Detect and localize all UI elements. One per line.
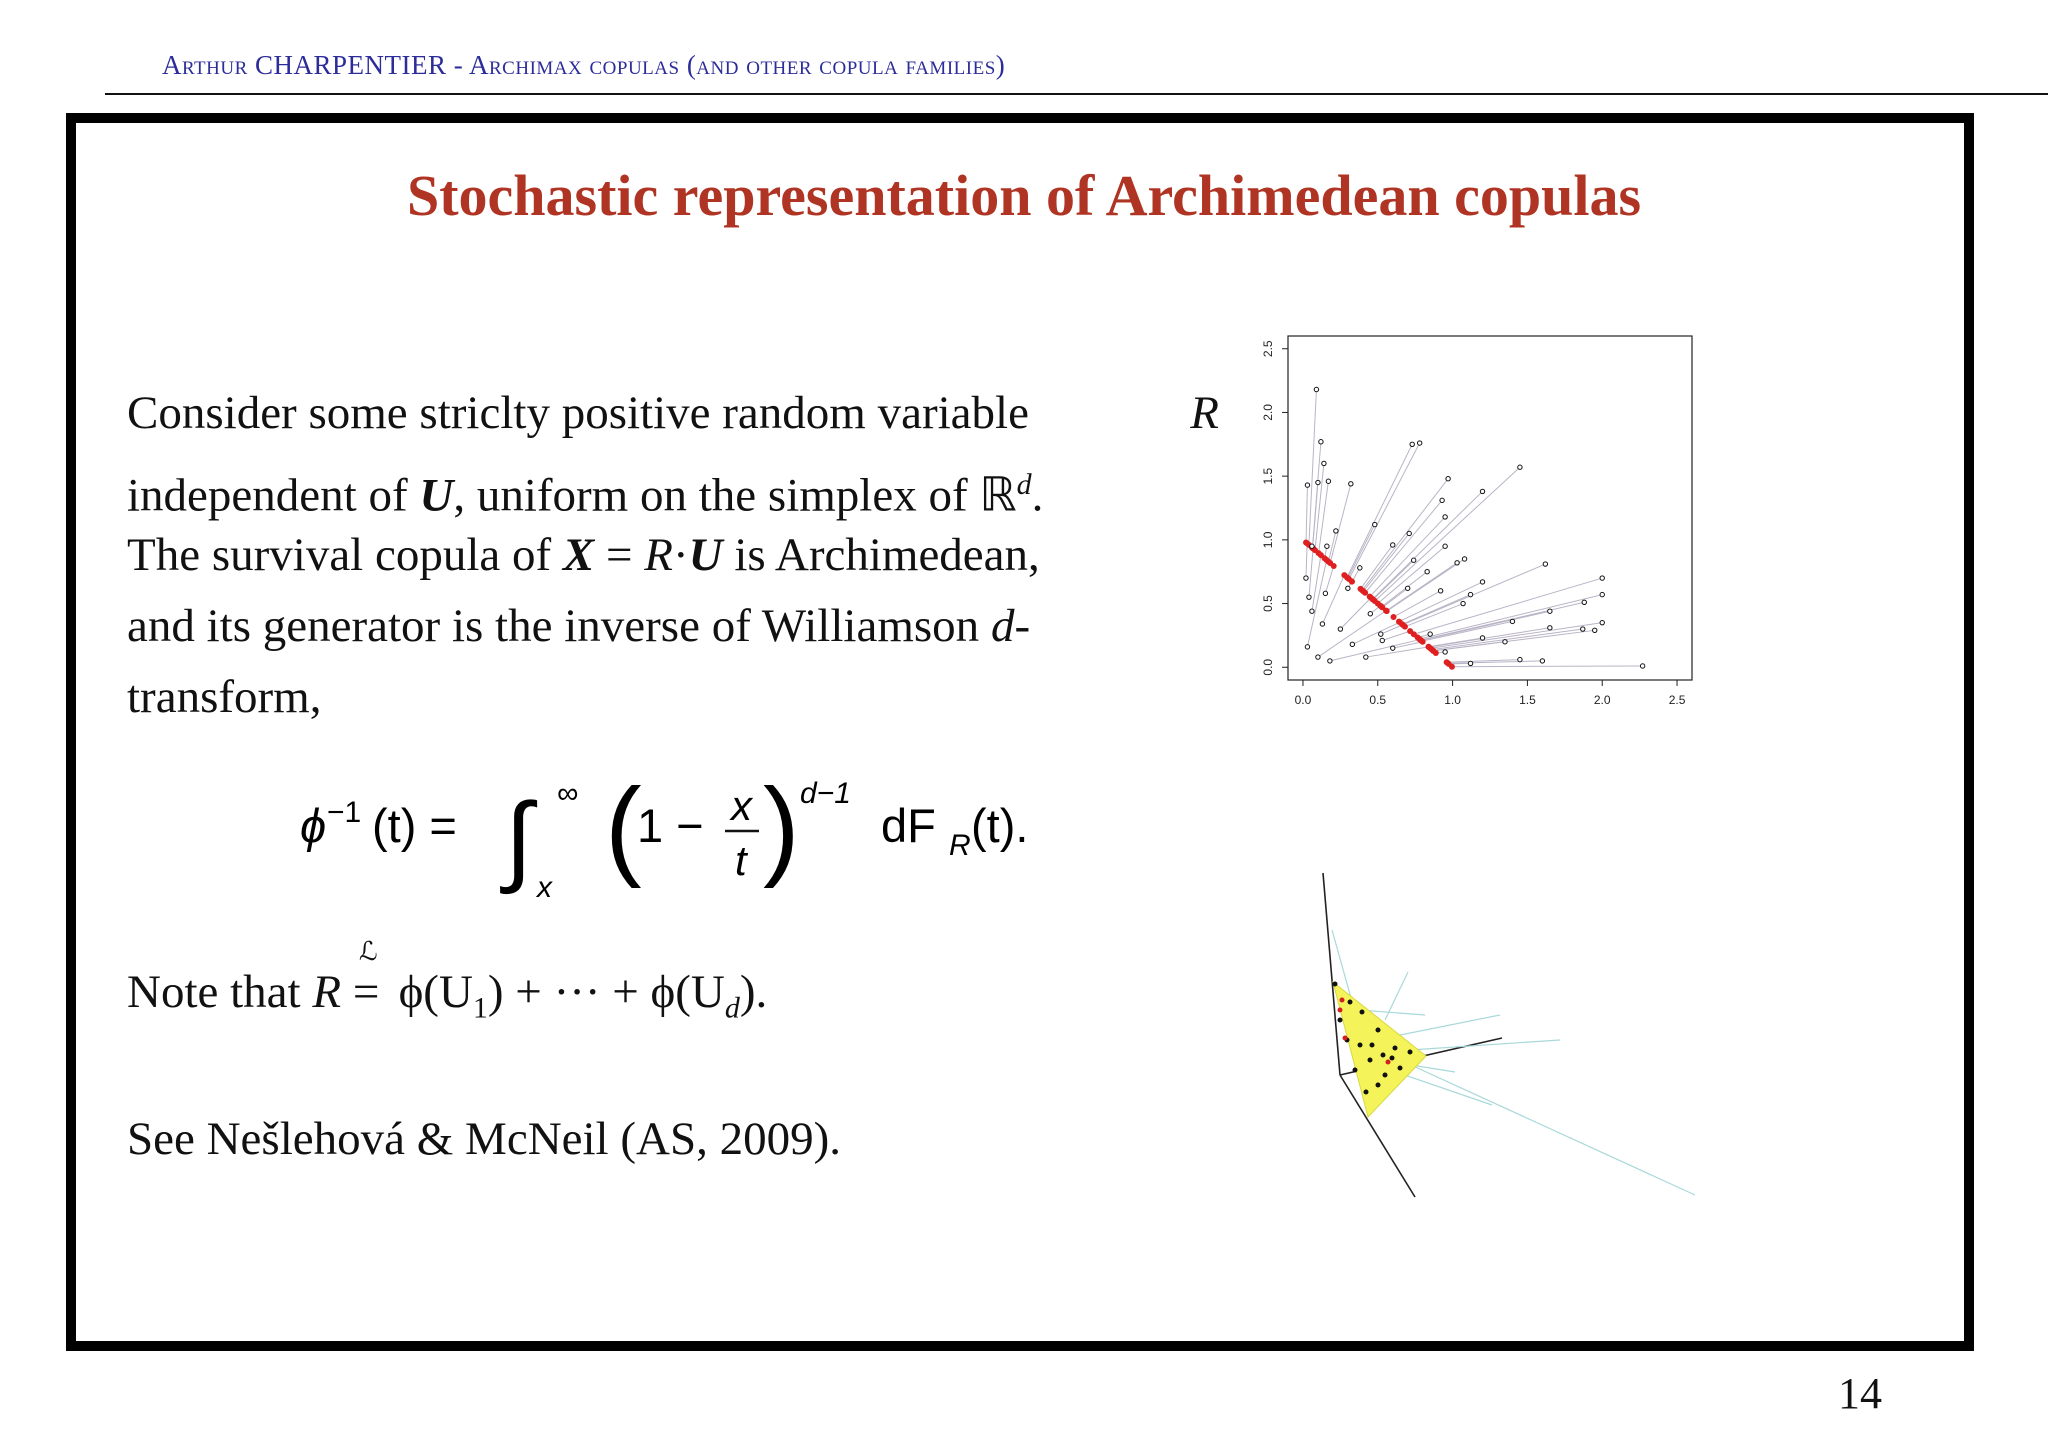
data-point <box>1323 591 1327 595</box>
data-point <box>1581 627 1585 631</box>
projection-line <box>1325 566 1333 593</box>
paragraph-line-3: The survival copula of X = R·U is Archimedean, <box>127 529 1040 581</box>
data-point <box>1358 566 1362 570</box>
data-point <box>1518 657 1522 661</box>
y-tick-label: 1.0 <box>1261 531 1275 549</box>
projection-lines <box>1306 390 1643 667</box>
projection-line <box>1309 548 1313 597</box>
data-point <box>1406 586 1410 590</box>
y-tick-label: 0.0 <box>1261 658 1275 676</box>
data-point <box>1480 580 1484 584</box>
formula-phi: ϕ <box>300 799 327 852</box>
data-point <box>1307 595 1311 599</box>
data-point <box>1316 480 1320 484</box>
data-point <box>1440 498 1444 502</box>
data-point <box>1468 592 1472 596</box>
projection-line <box>1306 485 1307 542</box>
data-point <box>1417 441 1421 445</box>
projection-line <box>1365 500 1442 592</box>
data-point <box>1540 659 1544 663</box>
data-point <box>1446 476 1450 480</box>
frac-num: x <box>731 782 752 829</box>
data-point <box>1338 627 1342 631</box>
x-tick-label: 1.5 <box>1519 693 1536 707</box>
data-point <box>1319 440 1323 444</box>
data-point <box>1305 483 1309 487</box>
data-point <box>1443 650 1447 654</box>
data-point <box>1349 482 1353 486</box>
data-point <box>1391 646 1395 650</box>
page-number: 14 <box>1838 1369 1882 1418</box>
projection-line <box>1330 484 1351 563</box>
data-point <box>1425 570 1429 574</box>
projection-line <box>1352 622 1399 644</box>
projection-line <box>1430 623 1602 649</box>
y-tick-label: 2.0 <box>1261 404 1275 421</box>
williamson-formula <box>295 765 1075 915</box>
data-point <box>1304 576 1308 580</box>
simplex-projections <box>1303 539 1455 669</box>
data-point <box>1428 632 1432 636</box>
main-paragraph <box>127 378 1219 733</box>
data-point <box>1379 632 1383 636</box>
data-point <box>1410 442 1414 446</box>
simplex-point <box>1368 595 1374 601</box>
formula-power: d−1 <box>800 777 851 810</box>
simplex-point <box>1324 557 1330 563</box>
projection-line <box>1366 647 1429 657</box>
simplex-point <box>1359 587 1365 593</box>
projection-line <box>1402 595 1470 625</box>
data-point <box>1310 609 1314 613</box>
data-point <box>1582 600 1586 604</box>
data-point <box>1455 561 1459 565</box>
scatter-plot <box>1240 322 1700 742</box>
projection-line <box>1307 560 1326 647</box>
simplex-point <box>1304 540 1310 546</box>
y-tick-label: 0.5 <box>1261 595 1275 612</box>
data-point <box>1316 655 1320 659</box>
simplex-point <box>1391 614 1397 620</box>
simplex-point <box>1407 628 1413 634</box>
data-point <box>1411 558 1415 562</box>
data-point <box>1328 659 1332 663</box>
data-point <box>1322 461 1326 465</box>
data-point <box>1600 576 1604 580</box>
simplex-point <box>1420 639 1426 645</box>
projection-line <box>1319 481 1329 553</box>
data-point <box>1373 522 1377 526</box>
data-point <box>1443 544 1447 548</box>
paragraph-line-2: independent of U, uniform on the simplex of ℝ$^d$. <box>127 468 1044 522</box>
law-equality: ℒ = <box>352 937 380 1018</box>
data-point <box>1334 529 1338 533</box>
projection-line <box>1306 543 1307 578</box>
projection-line <box>1347 444 1412 577</box>
x-tick-label: 2.0 <box>1593 693 1611 707</box>
formula-one-minus: 1 − <box>637 799 704 852</box>
running-header: Arthur CHARPENTIER - Archimax copulas (and other copula families) <box>162 50 1006 80</box>
integral-upper: ∞ <box>557 777 579 810</box>
data-point <box>1640 664 1644 668</box>
data-point <box>1391 543 1395 547</box>
data-point <box>1350 642 1354 646</box>
data-point <box>1320 622 1324 626</box>
projection-line <box>1373 560 1414 599</box>
simplex-point <box>1433 650 1439 656</box>
reference-line: See Nešlehová & McNeil (AS, 2009). <box>127 1113 841 1165</box>
paren-open: ( <box>605 766 642 889</box>
note-line: Note that R ℒ = $\phi(U_1)$ + ··· + $\phi(U_d)$. <box>127 937 768 1025</box>
simplex-point <box>1375 601 1381 607</box>
projection-line <box>1309 390 1317 545</box>
data-point <box>1600 592 1604 596</box>
data-point <box>1548 609 1552 613</box>
projection-line <box>1322 575 1344 624</box>
data-point <box>1543 562 1547 566</box>
y-tick-label: 1.5 <box>1261 467 1275 485</box>
data-point <box>1325 544 1329 548</box>
x-tick-label: 2.5 <box>1668 693 1686 707</box>
data-point <box>1310 544 1314 548</box>
data-point <box>1364 655 1368 659</box>
data-point <box>1461 601 1465 605</box>
projection-line <box>1452 666 1643 667</box>
paragraph-line-4: and its generator is the inverse of Williamson d- <box>127 600 1031 652</box>
formula-diff-arg: (t). <box>971 799 1029 852</box>
simplex-point <box>1349 579 1355 585</box>
header-rule <box>105 93 2048 95</box>
data-point <box>1368 612 1372 616</box>
projection-line <box>1349 443 1420 579</box>
simplex-point <box>1379 604 1385 610</box>
data-point <box>1380 638 1384 642</box>
formula-dF: dF <box>881 799 936 852</box>
data-point <box>1407 531 1411 535</box>
data-point <box>1510 619 1514 623</box>
projection-line <box>1361 545 1393 589</box>
x-tick-label: 0.0 <box>1294 693 1312 707</box>
data-point <box>1462 557 1466 561</box>
paren-close: ) <box>763 766 800 889</box>
simplex-3d-illustration <box>1300 860 1720 1210</box>
simplex-point <box>1415 634 1421 640</box>
data-point <box>1503 640 1507 644</box>
simplex-triangle <box>1333 982 1426 1117</box>
simplex-point <box>1426 644 1432 650</box>
integral-sign: ∫ <box>505 783 533 895</box>
formula-lhs-arg: (t) = <box>372 799 457 852</box>
formula-inverse-sup: −1 <box>327 796 362 829</box>
simplex-point <box>1397 619 1403 625</box>
data-point <box>1314 387 1318 391</box>
data-point <box>1480 636 1484 640</box>
data-point <box>1305 645 1309 649</box>
projection-line <box>1312 555 1321 611</box>
slide-title: Stochastic representation of Archimedean copulas <box>406 163 1642 228</box>
x-tick-label: 1.0 <box>1444 693 1461 707</box>
projection-line <box>1399 582 1483 622</box>
data-point <box>1548 626 1552 630</box>
data-point <box>1593 628 1597 632</box>
data-point <box>1518 465 1522 469</box>
projection-line <box>1403 564 1546 625</box>
formula-sub-R: R <box>949 829 971 862</box>
simplex-point <box>1331 563 1337 569</box>
x-tick-label: 0.5 <box>1369 693 1387 707</box>
data-point <box>1346 586 1350 590</box>
projection-line <box>1414 578 1602 634</box>
simplex-point <box>1449 664 1455 670</box>
data-point <box>1480 489 1484 493</box>
plot-frame <box>1288 336 1692 680</box>
paragraph-line-5: transform, <box>127 671 322 723</box>
data-point <box>1468 661 1472 665</box>
projection-line <box>1313 483 1318 549</box>
paragraph-line-1: Consider some striclty positive random variable R <box>127 387 1219 439</box>
simplex-point <box>1318 552 1324 558</box>
frac-den: t <box>735 837 747 884</box>
integral-lower: x <box>537 871 552 904</box>
data-point <box>1600 620 1604 624</box>
y-tick-label: 2.5 <box>1261 340 1275 358</box>
projection-line <box>1370 517 1445 597</box>
axis-z <box>1323 873 1340 1075</box>
data-point <box>1326 479 1330 483</box>
data-point <box>1438 589 1442 593</box>
projection-line <box>1382 631 1410 640</box>
data-point <box>1443 515 1447 519</box>
